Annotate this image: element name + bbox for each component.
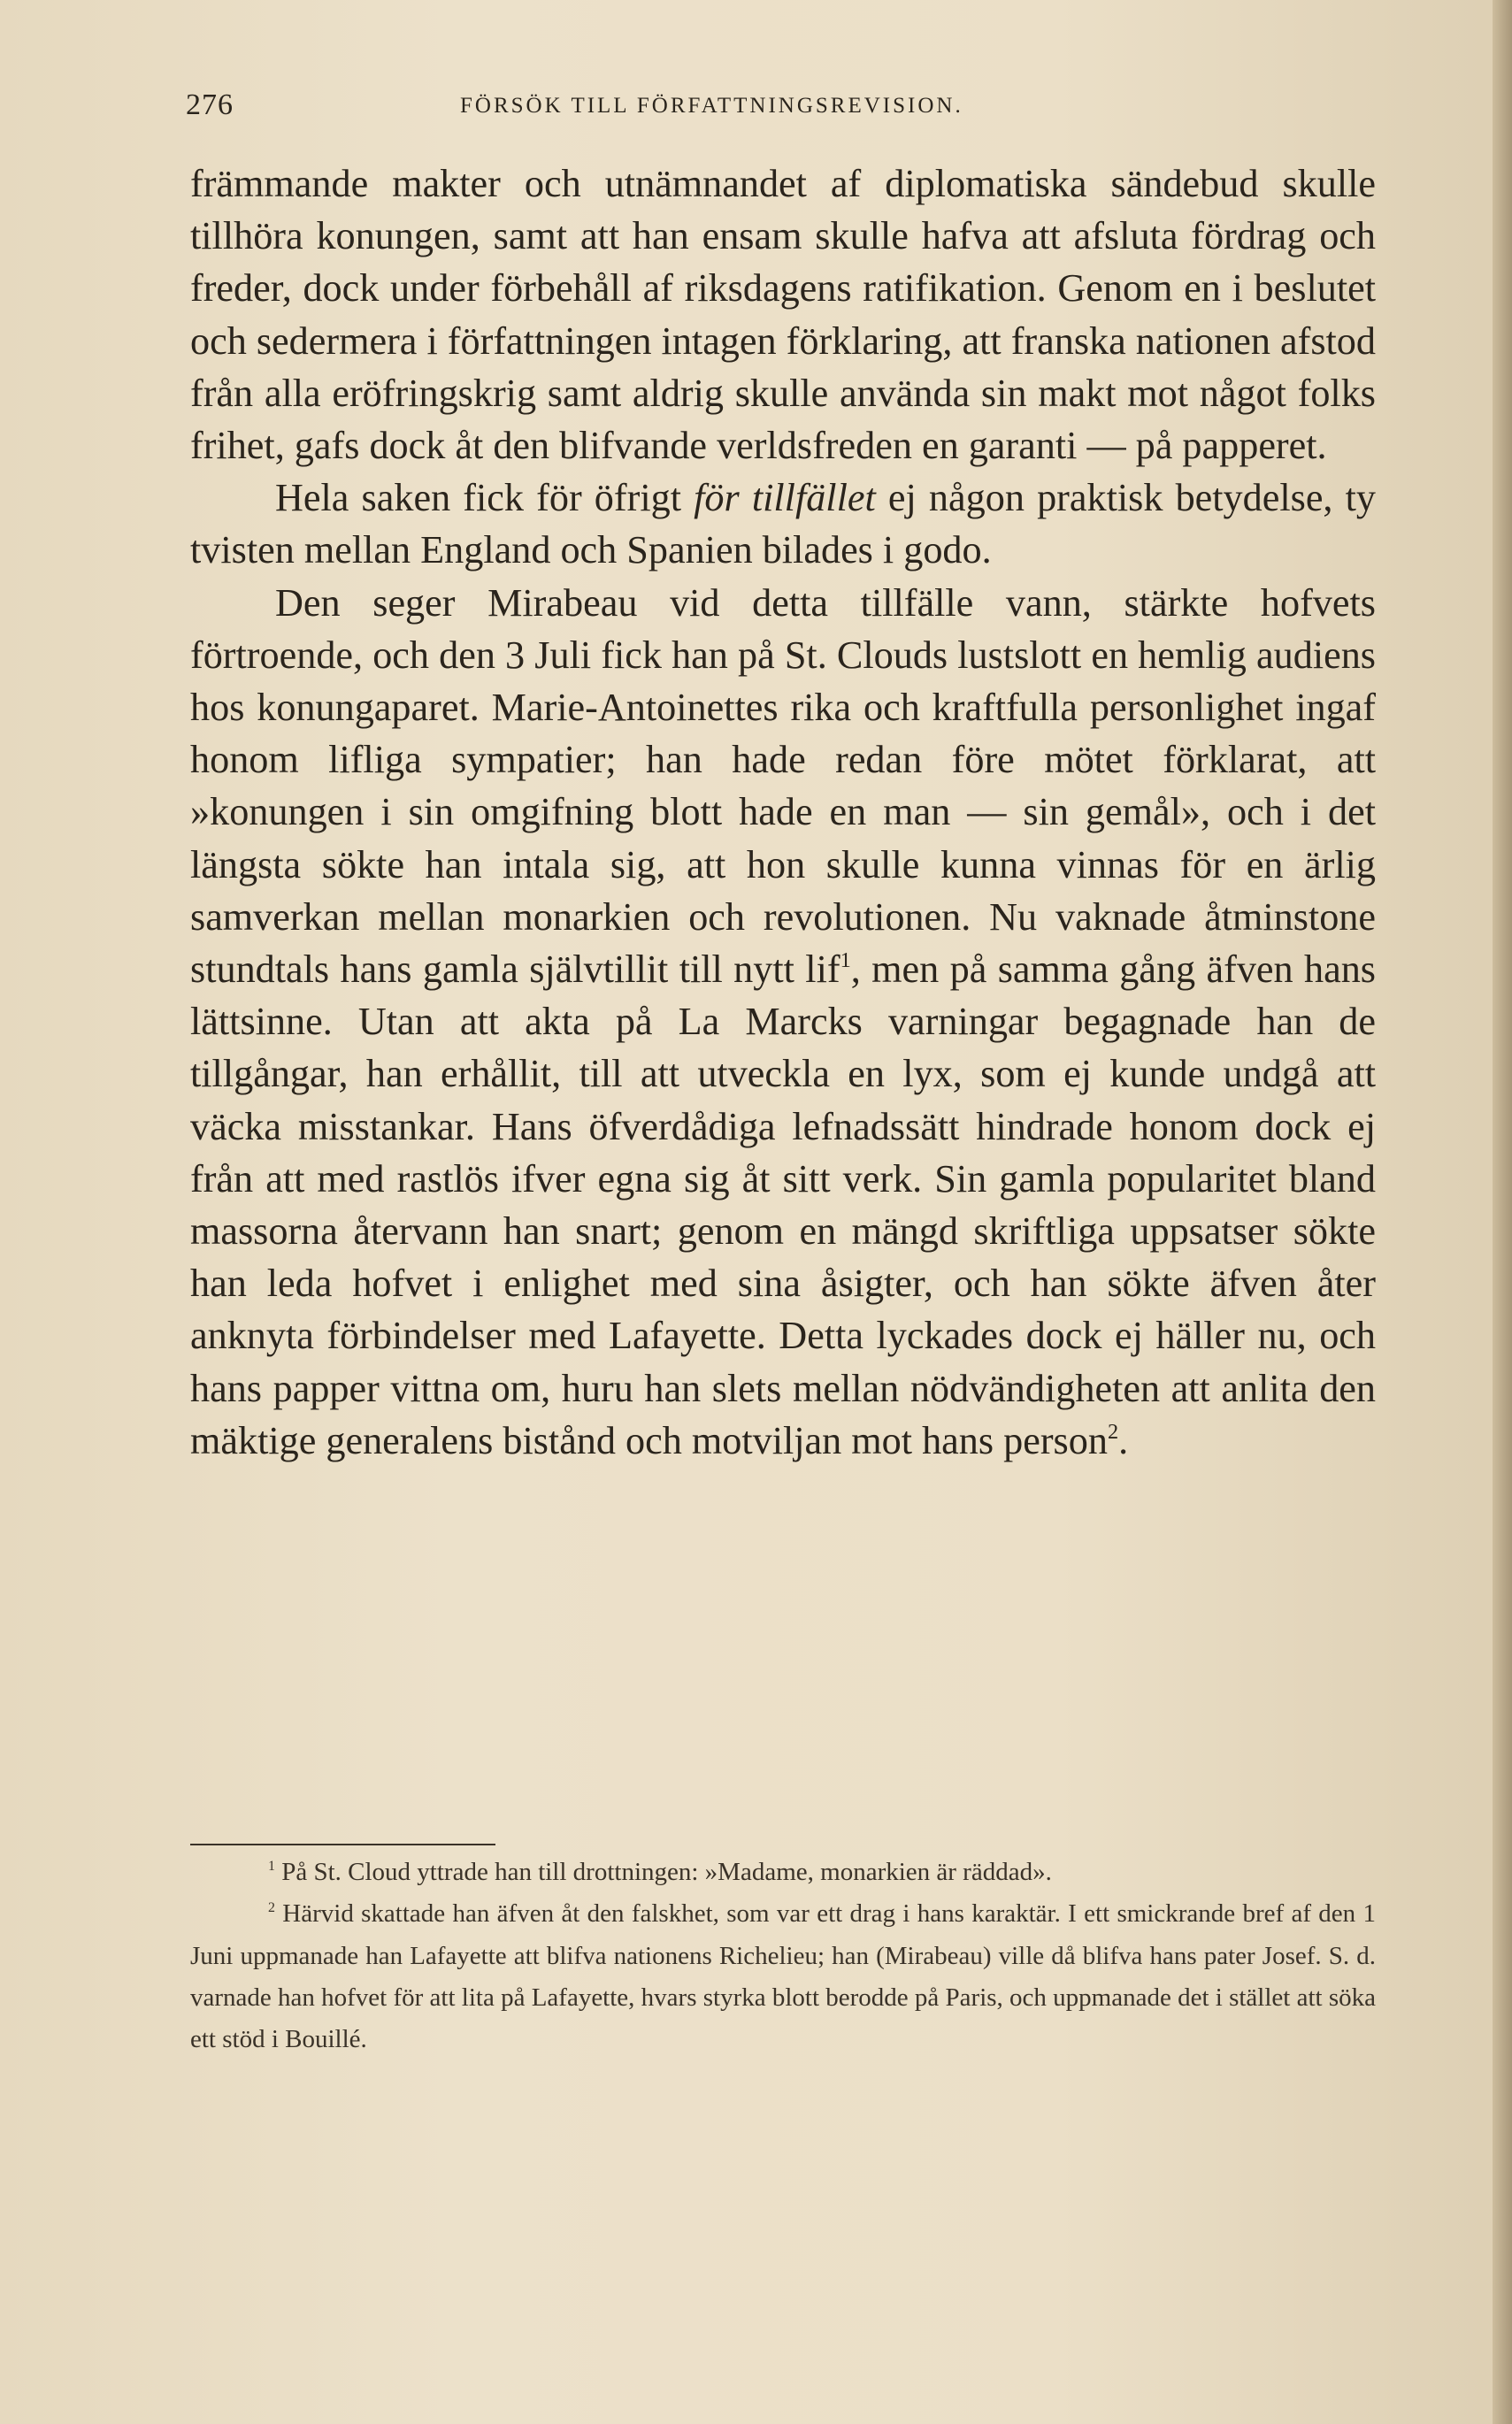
footnote-1-text: På St. Cloud yttrade han till drottningen: »Madame, monarkien är räddad». bbox=[274, 1858, 1052, 1886]
paragraph-3-part-1: Den seger Mirabeau vid detta tillfälle vann, stärkte hofvets förtroende, och den 3 Juli fick han på St. Clouds lustslott en hemlig audiens hos konungaparet. Marie-Antoinettes rika och kraftfulla personlighet ingaf honom lifliga sympatier; han hade redan före mötet förklarat, att »konungen i sin omgifning blott hade en man — sin gemål», och i det längsta sökte han intala sig, att hon skulle kunna vinnas för en ärlig samverkan mellan monarkien och revolutionen. Nu vaknade åtminstone stundtals hans gamla självtillit till nytt lif bbox=[190, 580, 1376, 992]
paragraph-3-end: . bbox=[1118, 1418, 1129, 1462]
page-edge-shadow bbox=[1493, 0, 1512, 2424]
footnote-ref-1: 1 bbox=[840, 948, 851, 973]
footnote-rule bbox=[190, 1844, 495, 1845]
page-number: 276 bbox=[186, 88, 234, 121]
footnote-2-text: Härvid skattade han äfven åt den falskhet, som var ett drag i hans karaktär. I ett smickrande bref af den 1 Juni uppmanade han Lafayette att blifva nationens Richelieu; han (Mirabeau) ville då blifva hans pater Josef. S. d. varnade han hofvet för att lita på Lafayette, hvars styrka blott berodde på Paris, och uppmanade det i stället att söka ett stöd i Bouillé. bbox=[190, 1899, 1376, 2054]
footnote-2 bbox=[190, 1893, 1376, 2060]
page-header bbox=[186, 88, 1389, 142]
paragraph-2-emphasis: för tillfället bbox=[694, 476, 876, 520]
body-text bbox=[190, 157, 1376, 1467]
paragraph-2-start: Hela saken fick för öfrigt bbox=[275, 476, 695, 520]
running-head: FÖRSÖK TILL FÖRFATTNINGSREVISION. bbox=[460, 94, 963, 118]
footnotes bbox=[190, 1852, 1376, 2060]
footnote-1 bbox=[190, 1852, 1376, 1893]
footnote-2-marker: 2 bbox=[268, 1900, 275, 1916]
paragraph-1: främmande makter och utnämnandet af diplomatiska sändebud skulle tillhöra konungen, samt att han ensam skulle hafva att afsluta fördrag och freder, dock under förbehåll af riksdagens ratifikation. Genom en i beslutet och sedermera i författningen intagen förklaring, att franska nationen afstod från alla eröfringskrig samt aldrig skulle använda sin makt mot något folks frihet, gafs dock åt den blifvande verldsfreden en garanti — på papperet. bbox=[190, 162, 1376, 468]
paragraph-3 bbox=[190, 577, 1376, 1467]
paragraph-2-end: ej någon praktisk betydelse, ty tvisten mellan England och Spanien bilades i godo. bbox=[190, 476, 1376, 572]
paragraph-2 bbox=[190, 472, 1376, 576]
footnote-1-marker: 1 bbox=[268, 1858, 275, 1874]
paragraph-3-part-2: , men på samma gång äfven hans lättsinne. Utan att akta på La Marcks varningar begagnade han de tillgångar, han erhållit, till att utveckla en lyx, som ej kunde undgå att väcka misstankar. Hans öfverdådiga lefnadssätt hindrade honom dock ej från att med rastlös ifver egna sig åt sitt verk. Sin gamla popularitet bland massorna återvann han snart; genom en mängd skriftliga uppsatser sökte han leda hofvet i enlighet med sina åsigter, och han sökte äfven åter anknyta förbindelser med Lafayette. Detta lyckades dock ej häller nu, och hans papper vittna om, huru han slets mellan nödvändigheten att anlita den mäktige generalens bistånd och motviljan mot hans person bbox=[190, 947, 1377, 1462]
footnote-ref-2: 2 bbox=[1107, 1419, 1119, 1444]
